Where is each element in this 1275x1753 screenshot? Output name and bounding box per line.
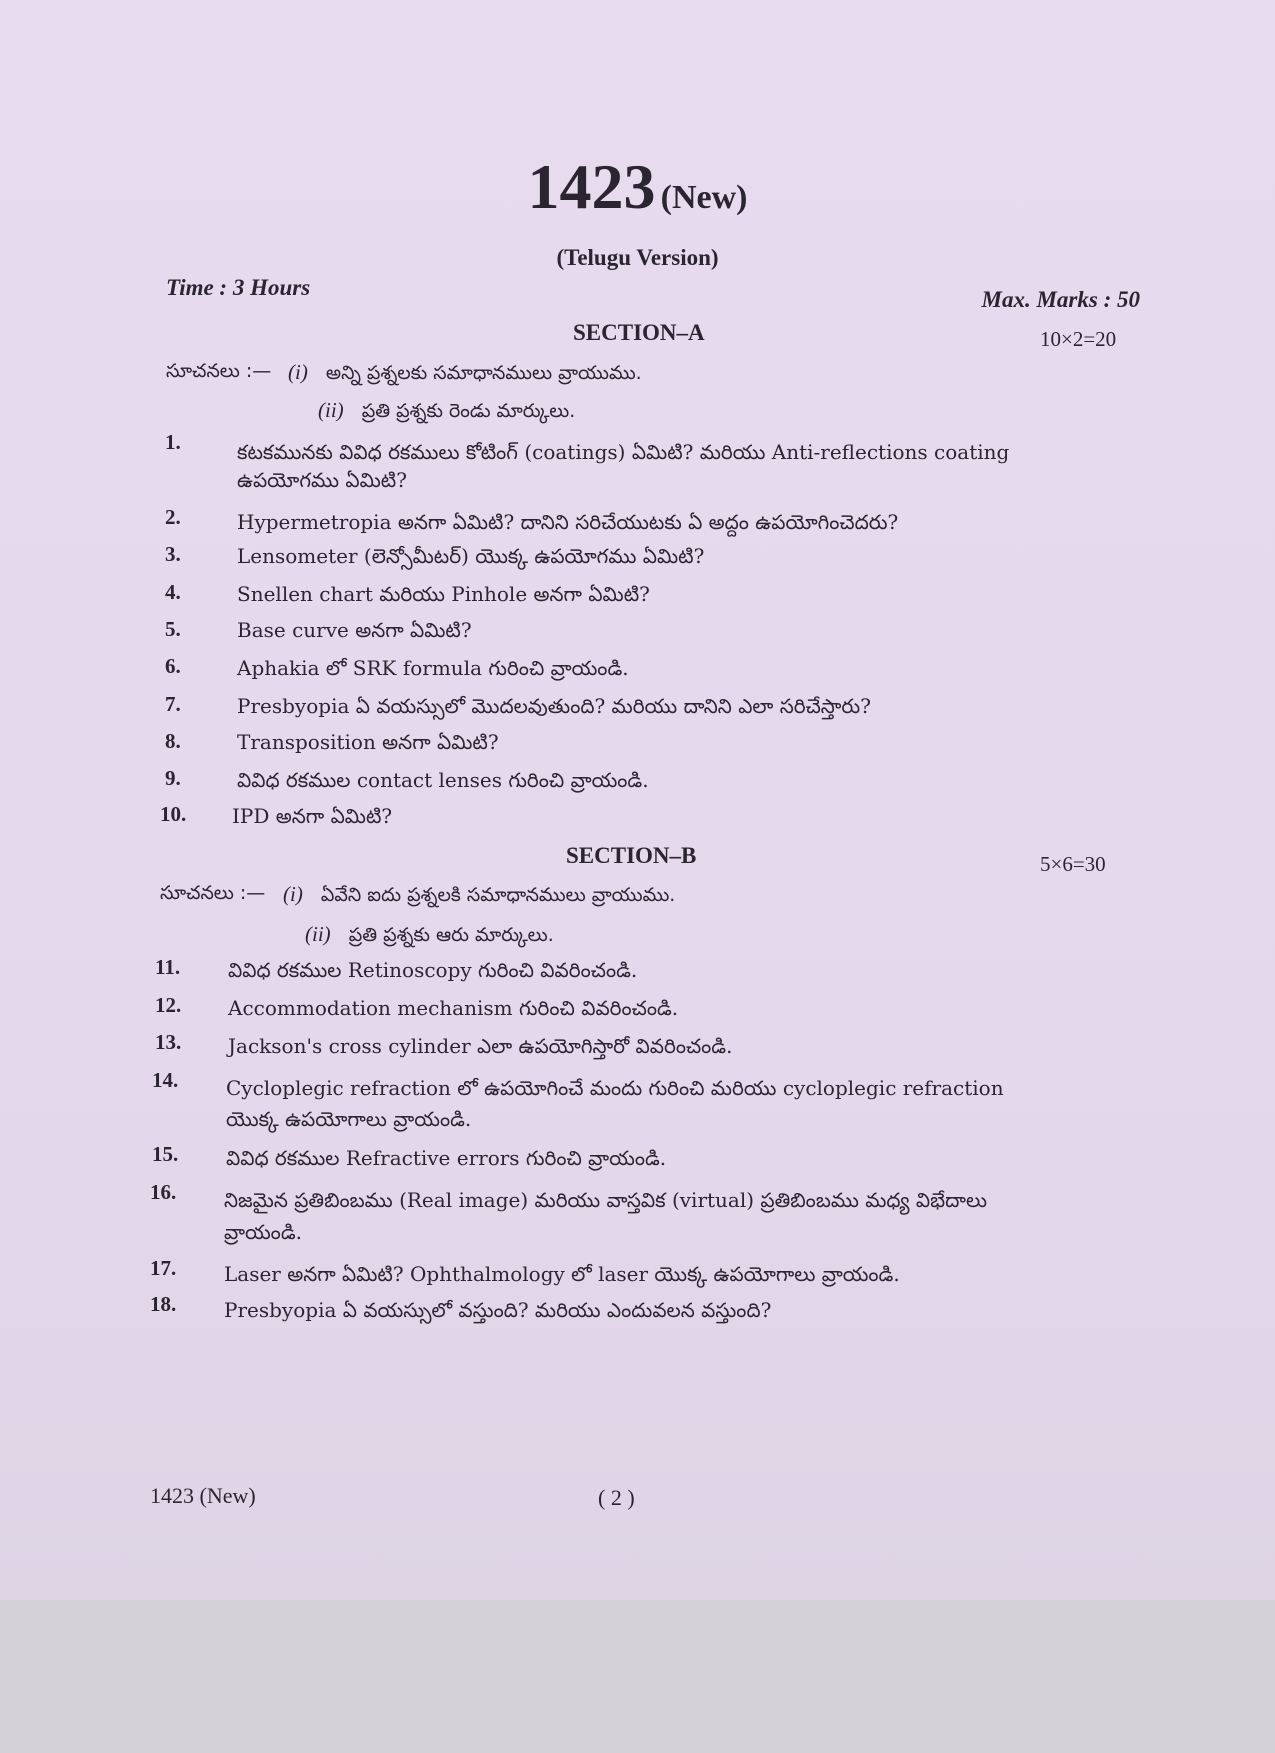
time-label: Time : 3 Hours	[166, 275, 311, 300]
question-number: 16.	[150, 1180, 177, 1204]
section-a-instruction-2	[318, 398, 575, 427]
question-number: 6.	[165, 654, 181, 678]
question-text: వివిధ రకముల Retinoscopy గురించి వివరించండి.	[228, 958, 638, 982]
question-text-cont: యొక్క ఉపయోగాలు వ్రాయండి.	[226, 1107, 472, 1131]
question-number: 12.	[155, 993, 182, 1017]
instruction-number: (ii)	[305, 922, 331, 946]
instruction-number: (ii)	[318, 398, 344, 422]
question-number: 4.	[165, 580, 181, 604]
question-text: Jackson's cross cylinder ఎలా ఉపయోగిస్తారో వివరించండి.	[228, 1034, 733, 1058]
question-number: 9.	[165, 766, 181, 790]
instruction-text: ఏవేని ఐదు ప్రశ్నలకి సమాధానములు వ్రాయుము.	[320, 884, 676, 906]
max-marks-label: Max. Marks : 50	[981, 287, 1140, 312]
question-text: Aphakia లో SRK formula గురించి వ్రాయండి.	[237, 656, 629, 680]
section-b-instructions-label: సూచనలు :—	[160, 882, 266, 904]
section-a-marks: 10×2=20	[1040, 327, 1117, 351]
question-text: Transposition అనగా ఏమిటి?	[237, 730, 499, 754]
instruction-number: (i)	[288, 360, 308, 384]
section-b-instruction-1	[283, 882, 675, 911]
section-b-marks: 5×6=30	[1040, 852, 1106, 876]
version-label: (Telugu Version)	[556, 245, 719, 270]
section-a-title: SECTION–A	[573, 320, 705, 345]
scan-bottom-margin	[0, 1600, 1275, 1753]
section-a-instruction-1	[288, 360, 642, 389]
question-number: 14.	[152, 1068, 179, 1092]
question-number: 2.	[165, 505, 181, 529]
paper-code-title	[0, 150, 1275, 224]
section-b-instruction-2	[305, 922, 554, 951]
question-text: Snellen chart మరియు Pinhole అనగా ఏమిటి?	[237, 582, 650, 606]
question-text: వివిధ రకముల Refractive errors గురించి వ్రాయండి.	[226, 1146, 667, 1170]
paper-code-suffix: (New)	[660, 179, 748, 216]
question-text: కటకమునకు వివిధ రకములు కోటింగ్ (coatings) ఏమిటి? మరియు Anti-reflections coating	[237, 440, 1010, 464]
question-text: Cycloplegic refraction లో ఉపయోగించే మందు గురించి మరియు cycloplegic refraction	[226, 1076, 1004, 1100]
section-b-title: SECTION–B	[566, 843, 697, 868]
question-text: నిజమైన ప్రతిబింబము (Real image) మరియు వాస్తవిక (virtual) ప్రతిబింబము మధ్య విభేదాలు	[224, 1188, 988, 1212]
question-number: 3.	[165, 542, 181, 566]
section-a-instructions-label: సూచనలు :—	[166, 360, 272, 382]
question-text: IPD అనగా ఏమిటి?	[232, 804, 393, 828]
question-number: 13.	[155, 1030, 182, 1054]
paper-code: 1423	[527, 151, 656, 222]
question-number: 18.	[150, 1292, 177, 1316]
question-number: 1.	[165, 430, 181, 454]
question-number: 7.	[165, 692, 181, 716]
question-text: Presbyopia ఏ వయస్సులో మొదలవుతుంది? మరియు దానిని ఎలా సరిచేస్తారు?	[237, 694, 871, 718]
question-text-cont: వ్రాయండి.	[224, 1220, 302, 1244]
question-number: 8.	[165, 729, 181, 753]
footer-paper-code: 1423 (New)	[150, 1483, 256, 1508]
instruction-text: అన్ని ప్రశ్నలకు సమాధానములు వ్రాయుము.	[325, 362, 642, 384]
question-text: Presbyopia ఏ వయస్సులో వస్తుంది? మరియు ఎందువలన వస్తుంది?	[224, 1298, 772, 1322]
question-text: Lensometer (లెన్సోమీటర్) యొక్క ఉపయోగము ఏమిటి?	[237, 544, 705, 568]
question-number: 11.	[155, 955, 181, 979]
question-text: Base curve అనగా ఏమిటి?	[237, 618, 472, 642]
question-text: Accommodation mechanism గురించి వివరించండి.	[228, 996, 679, 1020]
question-text: Hypermetropia అనగా ఏమిటి? దానిని సరిచేయుటకు ఏ అద్దం ఉపయోగించెదరు?	[237, 510, 899, 534]
question-number: 5.	[165, 617, 181, 641]
instruction-text: ప్రతి ప్రశ్నకు ఆరు మార్కులు.	[348, 924, 554, 946]
page-number: ( 2 )	[598, 1485, 635, 1510]
instruction-number: (i)	[283, 882, 303, 906]
question-number: 17.	[150, 1256, 177, 1280]
question-number: 10.	[160, 802, 187, 826]
question-text: Laser అనగా ఏమిటి? Ophthalmology లో laser యొక్క ఉపయోగాలు వ్రాయండి.	[224, 1262, 900, 1286]
question-text: వివిధ రకముల contact lenses గురించి వ్రాయండి.	[237, 768, 649, 792]
question-number: 15.	[152, 1142, 179, 1166]
instruction-text: ప్రతి ప్రశ్నకు రెండు మార్కులు.	[361, 400, 576, 422]
question-text-cont: ఉపయోగము ఏమిటి?	[237, 468, 407, 492]
